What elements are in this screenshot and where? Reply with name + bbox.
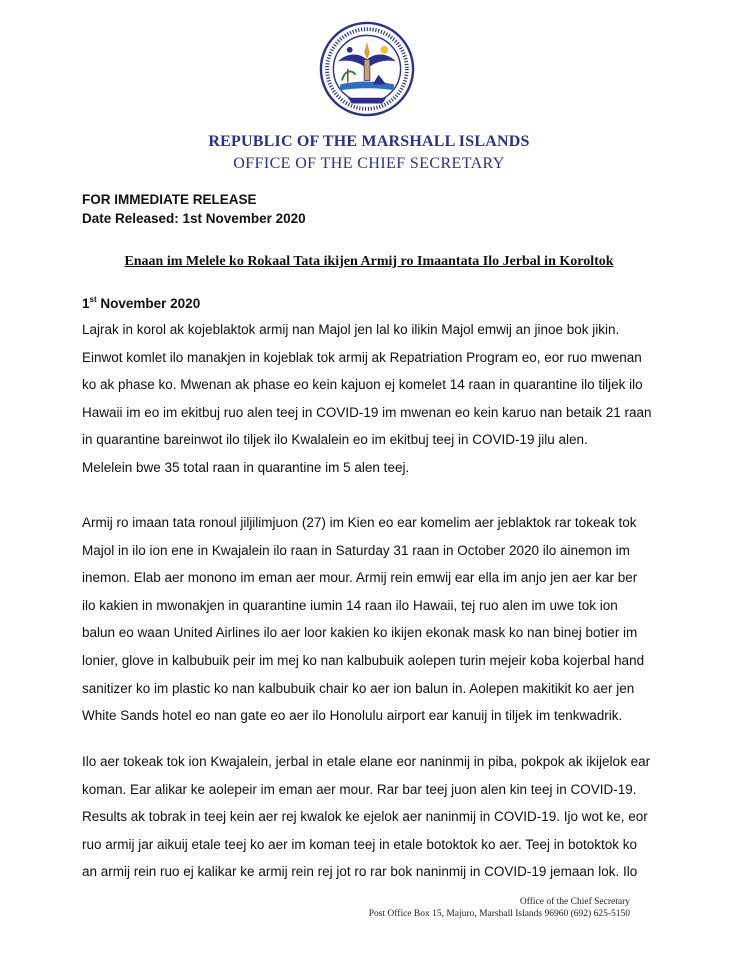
headline: Enaan im Melele ko Rokaal Tata ikijen Armij ro Imaantata Ilo Jerbal in Koroltok (124, 254, 614, 269)
body-line: balun eo waan United Airlines ilo aer loor kakien ko ikijen ekonak mask ko nan binej botier im (82, 625, 638, 641)
body-line: sanitizer ko im plastic ko nan kalbubuik chair ko aer ion balun in. Aolepen makitikit ko aer jen (82, 680, 635, 696)
body-line: Einwot komlet ilo manakjen in kojeblak tok armij ak Repatriation Program eo, eor ruo mwenan (82, 349, 642, 365)
body-line: ruo armij jar aikuij etale teej ko aer im koman teej in etale botoktok ko aer. Teej in botoktok ko (82, 836, 638, 852)
paragraph-2 (82, 509, 662, 730)
letterhead-office: OFFICE OF THE CHIEF SECRETARY (233, 155, 505, 172)
dateline (82, 295, 200, 311)
body-line: in quarantine bareinwot ilo tiljek ilo Kwalalein eo im ekitbuj teej in COVID-19 jilu alen. (82, 432, 588, 448)
footer-address (369, 896, 630, 920)
release-date: Date Released: 1st November 2020 (82, 211, 306, 226)
paragraph-3 (82, 748, 662, 886)
body-line: Lajrak in korol ak kojeblaktok armij nan Majol jen lal ko ilikin Majol emwij an jinoe bok jikin. (82, 322, 620, 337)
body-line: Melelein bwe 35 total raan in quarantine im 5 alen teej. (82, 459, 410, 475)
paragraph-1 (82, 316, 662, 482)
body-line: an armij rein ruo ej kalikar ke armij rein rej jot ro rar bok naninmij in COVID-19 jemaan lok. Ilo (82, 864, 638, 880)
body-line: Majol in ilo ion ene in Kwajalein ilo raan in Saturday 31 raan in October 2020 ilo ainemon im (82, 542, 630, 558)
footer-office: Office of the Chief Secretary (519, 897, 630, 907)
release-block (82, 190, 306, 228)
letterhead (0, 131, 738, 175)
body-line: inemon. Elab aer monono im eman aer mour. Armij rein emwij ear ella im anjo jen aer kar ber (82, 570, 638, 586)
body-line: koman. Ear alikar ke aolepeir im eman aer mour. Rar bar teej juon alen kin teej in COVID-19. (82, 781, 637, 797)
marshall-islands-seal-icon (319, 21, 415, 117)
dateline-suffix: st (89, 295, 97, 304)
body-line: Results ak tobrak in teej kein aer rej kwalok ke ejelok aer naninmij in COVID-19. Ijo wot ke, eor (82, 809, 648, 825)
body-line: ko ak phase ko. Mwenan ak phase eo kein kajuon ej komelet 14 raan in quarantine ilo tiljek ilo (82, 377, 643, 393)
body-line: ilo kakien in mwonakjen in quarantine iumin 14 raan ilo Hawaii, tej ruo alen im uwe tok ion (82, 597, 618, 613)
body-line: Armij ro imaan tata ronoul jiljilimjuon (27) im Kien eo ear komelim aer jeblaktok rar tokeak tok (82, 515, 637, 530)
body-line: Hawaii im eo im ekitbuj ruo alen teej in COVID-19 im mwenan eo kein karuo nan betaik 21 raan (82, 404, 652, 420)
footer-postal: Post Office Box 15, Majuro, Marshall Islands 96960 (692) 625-5150 (368, 909, 630, 919)
body-line: White Sands hotel eo nan gate eo aer ilo Honolulu airport ear kanuij in tiljek im tenkwadrik. (82, 708, 623, 724)
letterhead-country: REPUBLIC OF THE MARSHALL ISLANDS (208, 133, 530, 150)
body-line: Ilo aer tokeak tok ion Kwajalein, jerbal in etale elane eor naninmij in piba, pokpok ak ikijelok ear (82, 754, 651, 769)
dateline-rest: November 2020 (96, 296, 201, 311)
dateline-day: 1 (82, 296, 90, 311)
body-line: lonier, glove in kalbubuik peir im mej ko nan kalbubuik aolepen turin mejeir koba kojerbal hand (82, 652, 645, 668)
release-status: FOR IMMEDIATE RELEASE (82, 192, 257, 207)
